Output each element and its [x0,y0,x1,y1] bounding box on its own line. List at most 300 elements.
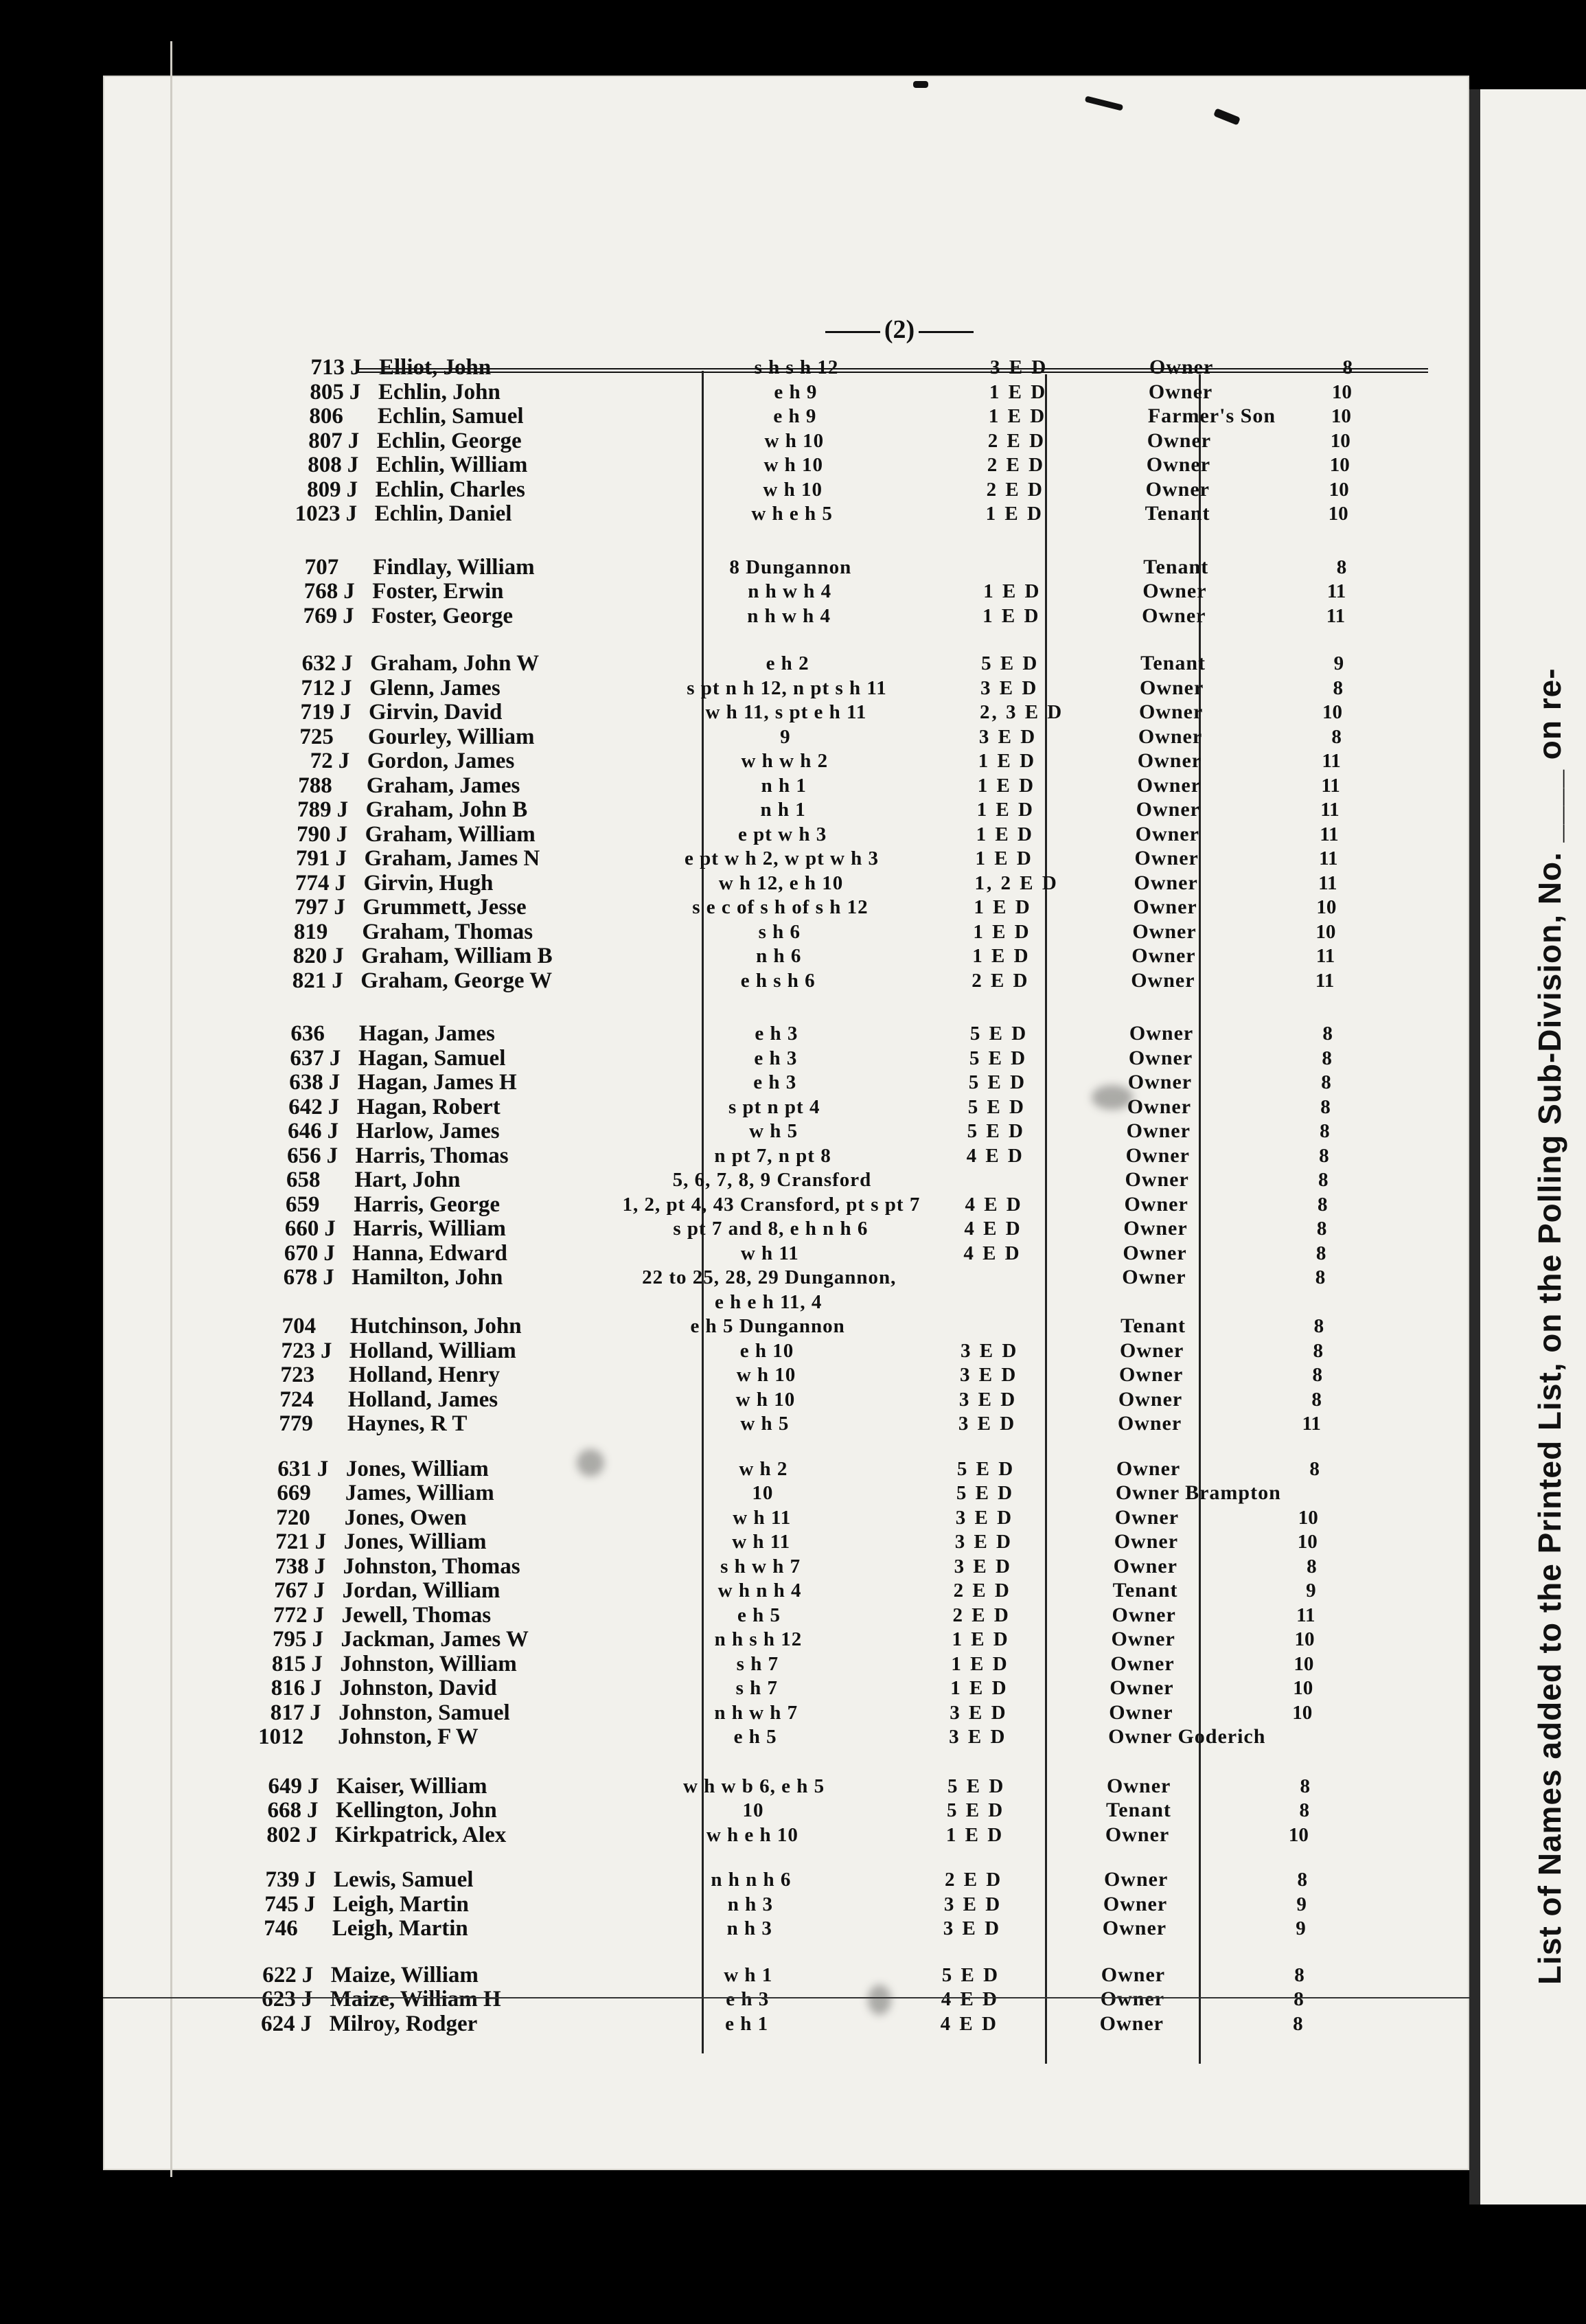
voter-number: 725 [299,724,334,749]
juror-mark: J [300,2011,312,2036]
qualification: Owner [1100,1987,1165,2010]
voter-number: 808 [308,453,342,477]
voter-name: Leigh, Martin [332,1891,469,1917]
list-item [240,1725,1366,1748]
lot-description: s pt n h 12, n pt s h 11 [687,676,887,699]
lot-description: s h 7 [736,1652,779,1675]
juror-mark: J [324,1216,336,1241]
residence-years: 10 [1315,920,1336,943]
residence-years: 9 [1333,652,1344,674]
lot-description: 22 to 25, 28, 29 Dungannon, [642,1266,897,1288]
lot-description: w h 10 [735,1388,796,1411]
juror-mark: J [314,1529,327,1554]
list-item [258,1144,1384,1167]
juror-mark: J [301,1987,313,2012]
list-item [239,1775,1365,1798]
juror-mark: J [312,1602,324,1628]
voter-number: 646 [288,1119,322,1143]
residence-years: 8 [1300,1775,1311,1797]
voter-number: 724 [279,1387,314,1412]
list-item [255,1242,1381,1265]
voter-name: Lewis, Samuel [333,1867,474,1892]
voter-name: Gourley, William [367,724,535,749]
voter-name: Girvin, David [368,700,503,725]
voter-name: Holland, Henry [348,1363,501,1387]
juror-mark: J [326,1143,338,1168]
lot-description: s h 6 [758,920,801,943]
concession: 1 E D [974,896,1032,918]
juror-mark: J [329,1045,341,1071]
lot-description: s h w h 7 [720,1555,801,1577]
voter-name: Jones, William [345,1456,489,1481]
qualification: Owner [1131,968,1195,992]
voter-number: 791 [296,846,330,871]
residence-years: 8 [1342,356,1353,378]
voter-name: Echlin, Daniel [374,501,512,526]
residence-years: 8 [1297,1869,1307,1891]
list-item [279,453,1405,477]
residence-years: 8 [1318,1169,1329,1191]
concession: 3 E D [955,1506,1014,1529]
lot-description: w h e h 10 [706,1823,798,1846]
voter-name: Hanna, Edward [352,1240,507,1266]
juror-mark: J [308,1773,319,1799]
concession: 4 E D [966,1144,1024,1167]
voter-name: Maize, William [330,1962,479,1987]
voter-number: 723 [280,1363,314,1387]
lot-description: e h 3 [754,1047,798,1069]
concession: 1 E D [988,405,1047,427]
lot-description: w h e h 5 [751,503,833,525]
qualification: Owner [1123,1241,1187,1264]
concession: 4 E D [941,1988,1000,2010]
concession: 3 E D [958,1413,1017,1435]
qualification: Owner [1105,1823,1170,1846]
qualification: Owner [1146,453,1211,476]
list-item [264,944,1390,968]
voter-number: 809 [307,477,341,502]
concession: 3 E D [980,676,1039,699]
qualification: Owner [1112,1603,1176,1626]
concession: 1 E D [978,750,1037,772]
list-item [242,1676,1368,1700]
concession: 1 E D [977,774,1036,797]
concession: 3 E D [949,1726,1007,1748]
lot-description: 1, 2, pt 4, 43 Cransford, pt s pt 7 [622,1193,921,1216]
voter-name: Kirkpatrick, Alex [334,1822,507,1847]
juror-mark: J [303,1891,316,1917]
voter-number: 719 [300,700,334,725]
qualification: Tenant [1105,1799,1171,1821]
list-item [268,798,1394,821]
voter-number: 807 [308,428,343,453]
voter-number: 768 [303,579,338,604]
qualification: Owner [1109,1700,1173,1724]
concession: 2 E D [953,1580,1011,1602]
concession: 3 E D [978,725,1037,748]
concession: 4 E D [963,1242,1022,1264]
lot-description: e h 2 [766,652,809,674]
lot-description: e h 5 [737,1604,781,1626]
concession: 3 E D [990,356,1048,378]
list-item [251,1388,1377,1411]
qualification: Owner [1132,920,1197,943]
lot-description: w h w b 6, e h 5 [682,1775,825,1797]
voter-name: Harlow, James [356,1119,500,1143]
lot-description: 10 [742,1799,764,1821]
residence-years: 8 [1315,1242,1326,1264]
juror-mark: J [341,651,353,676]
list-item [236,1868,1362,1891]
list-item [271,700,1397,724]
voter-number: 745 [264,1891,299,1917]
voter-number: 738 [275,1553,309,1579]
juror-mark: J [328,1070,341,1095]
lot-description: w h 1 [724,1963,773,1986]
lot-description: n h 3 [726,1917,772,1939]
lot-description: s pt 7 and 8, e h n h 6 [673,1218,869,1240]
lot-description: 5, 6, 7, 8, 9 Cransford [672,1169,872,1191]
residence-years: 11 [1302,1413,1321,1435]
residence-years: 11 [1322,750,1341,772]
juror-mark: J [311,1651,323,1676]
qualification: Owner [1122,1266,1186,1288]
residence-years: 8 [1319,1144,1329,1167]
lot-description: n h 6 [756,945,802,967]
list-item [264,920,1390,944]
residence-years: 8 [1317,1193,1328,1216]
list-item [254,1266,1380,1289]
concession: 1 E D [985,503,1044,525]
residence-years: 10 [1316,896,1337,918]
residence-years: 10 [1322,701,1342,723]
lot-description: w h 10 [764,429,825,452]
juror-mark: J [334,870,346,896]
list-item [250,1412,1376,1435]
voter-number: 816 [271,1676,306,1700]
concession: 2 E D [952,1604,1011,1626]
list-item [246,1555,1372,1578]
lot-description: w h 5 [740,1413,790,1435]
lot-description: e h 5 Dungannon [690,1315,845,1337]
juror-mark: J [310,1700,321,1725]
voter-name: Johnston, Samuel [338,1700,510,1725]
voter-name: Graham, James N [364,846,540,871]
residence-years: 10 [1292,1701,1313,1724]
list-item [268,823,1394,846]
voter-name: Foster, Erwin [372,579,504,604]
list-item [266,872,1392,895]
residence-years: 8 [1331,725,1342,748]
voter-name: Elliot, John [379,355,492,380]
lot-description: w h w h 2 [741,750,829,772]
list-item [263,969,1389,992]
voter-number: 637 [290,1045,324,1071]
list-item [232,2012,1358,2036]
list-item [247,1506,1373,1529]
list-item [269,774,1395,797]
list-item [235,1893,1361,1916]
qualification: Owner [1101,1963,1166,1986]
lot-description: n h n h 6 [711,1869,792,1891]
lot-description: s h s h 12 [754,356,839,378]
lot-description: e h 3 [755,1023,798,1045]
lot-description: e h 9 [774,380,818,403]
qualification: Owner [1126,1119,1191,1142]
qualification: Owner [1127,1071,1193,1093]
ink-mark [913,81,928,88]
list-item [270,749,1396,773]
voter-number: 721 [275,1529,310,1554]
residence-years: 8 [1309,1457,1320,1480]
residence-years: 10 [1294,1652,1314,1675]
residence-years: 11 [1326,604,1346,627]
qualification: Owner [1131,944,1196,967]
list-item [233,1963,1359,1987]
qualification: Tenant [1120,1314,1186,1337]
voter-number: 720 [276,1505,310,1530]
voter-number: 704 [281,1314,317,1338]
voter-number: 713 [310,355,345,380]
voter-number: 815 [271,1651,306,1676]
lot-description: e h 1 [725,2012,769,2035]
residence-years: 10 [1331,380,1352,403]
residence-years: 8 [1312,1364,1322,1386]
lot-description: n h 1 [761,774,807,797]
list-item [249,1457,1375,1481]
juror-mark: J [323,1240,335,1266]
concession: 1, 2 E D [974,872,1059,894]
juror-mark: J [312,1627,323,1652]
concession: 2 E D [987,454,1046,476]
lot-description: 9 [780,725,791,748]
voter-name: Graham, Thomas [362,919,533,944]
voter-number: 638 [289,1070,323,1095]
voter-name: Johnston, William [340,1651,517,1676]
concession: 2 E D [972,969,1030,992]
voter-name: Gordon, James [367,749,515,773]
list-item [272,676,1398,700]
list-item [252,1339,1378,1363]
residence-years: 8 [1316,1218,1327,1240]
lot-description: e h 10 [739,1339,794,1362]
concession: 1 E D [972,945,1031,967]
concession: 3 E D [943,1893,1002,1915]
list-item [279,429,1405,453]
list-item [262,1022,1388,1045]
ink-smudge [1092,1085,1133,1110]
qualification: Owner [1114,1505,1180,1529]
concession: 2 E D [944,1869,1003,1891]
qualification: Farmer's Son [1147,405,1276,427]
lot-description: n h w h 4 [747,604,831,627]
juror-mark: J [345,501,358,526]
voter-name: James, William [345,1481,494,1505]
juror-mark: J [349,379,361,405]
residence-years: 8 [1313,1315,1324,1337]
juror-mark: J [317,1456,329,1481]
list-item [243,1628,1369,1651]
lot-description: w h n h 4 [717,1580,802,1602]
voter-name: Echlin, Samuel [377,404,524,429]
residence-years: 10 [1298,1506,1318,1529]
qualification: Owner [1124,1192,1188,1216]
list-item [275,580,1401,603]
lot-description: e h e h 11, 4 [714,1290,823,1313]
residence-years: 10 [1288,1823,1309,1846]
lot-description: 10 [752,1482,774,1504]
list-item [259,1119,1385,1143]
lot-description: e h 3 [726,1988,770,2010]
juror-mark: J [323,1265,334,1290]
qualification: Owner [1102,1917,1167,1939]
ink-smudge [868,1985,891,2015]
list-item [248,1481,1374,1505]
residence-years: 10 [1297,1531,1318,1553]
voter-number: 636 [290,1021,325,1046]
residence-years: 8 [1322,1023,1333,1045]
juror-mark: J [314,1553,326,1579]
residence-years: 10 [1293,1677,1313,1699]
residence-years: 8 [1299,1799,1309,1821]
qualification: Owner [1125,1168,1189,1191]
voter-number: 817 [270,1700,305,1725]
voter-name: Graham, William [365,821,536,847]
list-item [278,478,1404,501]
voter-name: Hagan, Robert [356,1094,501,1119]
voter-number: 669 [277,1481,311,1505]
concession: 1 E D [976,823,1034,845]
concession: 1 E D [952,1628,1010,1650]
qualification: Owner [1118,1387,1183,1411]
qualification: Owner [1110,1676,1174,1699]
qualification: Owner [1113,1554,1177,1577]
residence-years: 8 [1307,1555,1317,1577]
concession: 1 E D [950,1677,1009,1699]
voter-name: Kaiser, William [336,1773,487,1799]
residence-years: 11 [1319,847,1338,869]
list-item [235,1917,1361,1940]
voter-name: Findlay, William [373,554,535,580]
voter-name: Echlin, George [376,428,522,453]
voter-name: Foster, George [371,603,514,628]
voter-number: 656 [287,1143,321,1168]
list-item [275,556,1401,579]
right-page-strip [1469,89,1586,2205]
residence-years: 8 [1293,2012,1303,2035]
voter-name: Glenn, James [369,675,501,700]
voter-number: 746 [264,1916,298,1941]
concession: 5 E D [969,1047,1028,1069]
qualification: Owner [1110,1652,1175,1675]
concession: 2 E D [986,478,1044,501]
residence-years: 11 [1318,872,1337,894]
residence-years: 8 [1320,1120,1330,1142]
voter-name: Girvin, Hugh [363,870,494,896]
voter-number: 820 [292,944,327,968]
qualification: Owner [1118,1363,1184,1386]
voter-number: 642 [288,1094,323,1119]
qualification: Owner [1140,676,1204,699]
juror-mark: J [338,749,350,773]
list-item [256,1193,1382,1216]
lot-description: w h 11 [740,1242,799,1264]
voter-number: 712 [301,675,335,700]
page-gutter [1469,89,1480,2205]
voter-name: Hamilton, John [352,1265,503,1290]
residence-years: 8 [1322,1047,1332,1069]
residence-years: 8 [1320,1095,1331,1118]
juror-mark: J [306,1798,319,1823]
voter-name: Grummett, Jesse [363,895,527,920]
qualification: Owner [1099,2012,1164,2035]
voter-number: 805 [310,379,344,405]
concession: 3 E D [958,1388,1018,1411]
residence-years: 8 [1333,676,1343,699]
juror-mark: J [332,944,344,968]
juror-mark: J [336,821,348,847]
concession: 3 E D [950,1701,1008,1724]
voter-number: 624 [261,2011,295,2036]
voter-name: Leigh, Martin [332,1916,468,1941]
voter-number: 797 [294,895,329,920]
residence-years: 8 [1313,1339,1324,1362]
lot-description: e h 5 [733,1726,777,1748]
residence-years: 10 [1331,405,1351,427]
qualification: Owner [1123,1217,1188,1240]
list-item [277,502,1403,525]
concession: 5 E D [941,1963,1000,1986]
qualification: Owner [1136,798,1200,821]
voter-name: Harris, Thomas [355,1143,509,1168]
voter-name: Graham, James [366,773,520,798]
lot-description: e h 3 [753,1071,797,1093]
voter-number: 658 [286,1167,321,1192]
voter-number: 769 [303,603,338,628]
concession: 2 E D [987,429,1046,452]
list-item [238,1799,1364,1822]
voter-number: 788 [298,773,332,798]
list-item [265,896,1391,919]
qualification: Owner [1133,896,1197,918]
voter-number: 772 [273,1602,308,1628]
qualification: Owner [1138,725,1203,748]
voter-number: 622 [262,1962,297,1987]
lot-description: n h w h 4 [748,580,832,602]
voter-name: Graham, William B [361,944,553,968]
qualification: Owner [1117,1412,1182,1435]
juror-mark: J [343,603,354,628]
juror-mark: J [347,453,359,477]
voter-number: 649 [268,1773,303,1799]
residence-years: 11 [1321,774,1340,797]
concession: 3 E D [959,1364,1018,1386]
qualification: Owner Goderich [1108,1725,1266,1748]
residence-years: 9 [1296,1917,1306,1939]
list-item [233,1987,1359,2011]
residence-years: 11 [1320,823,1339,845]
qualification: Owner [1145,477,1210,501]
residence-years: 9 [1296,1893,1307,1915]
qualification: Owner [1137,749,1202,772]
voter-name: Jordan, William [342,1578,501,1603]
voter-name: Hagan, James [358,1021,495,1046]
concession: 5 E D [967,1095,1026,1118]
voter-number: 1012 [258,1724,304,1749]
voter-name: Milroy, Rodger [329,2011,478,2036]
lot-description: e h 9 [773,405,817,427]
voter-name: Kellington, John [335,1798,497,1823]
